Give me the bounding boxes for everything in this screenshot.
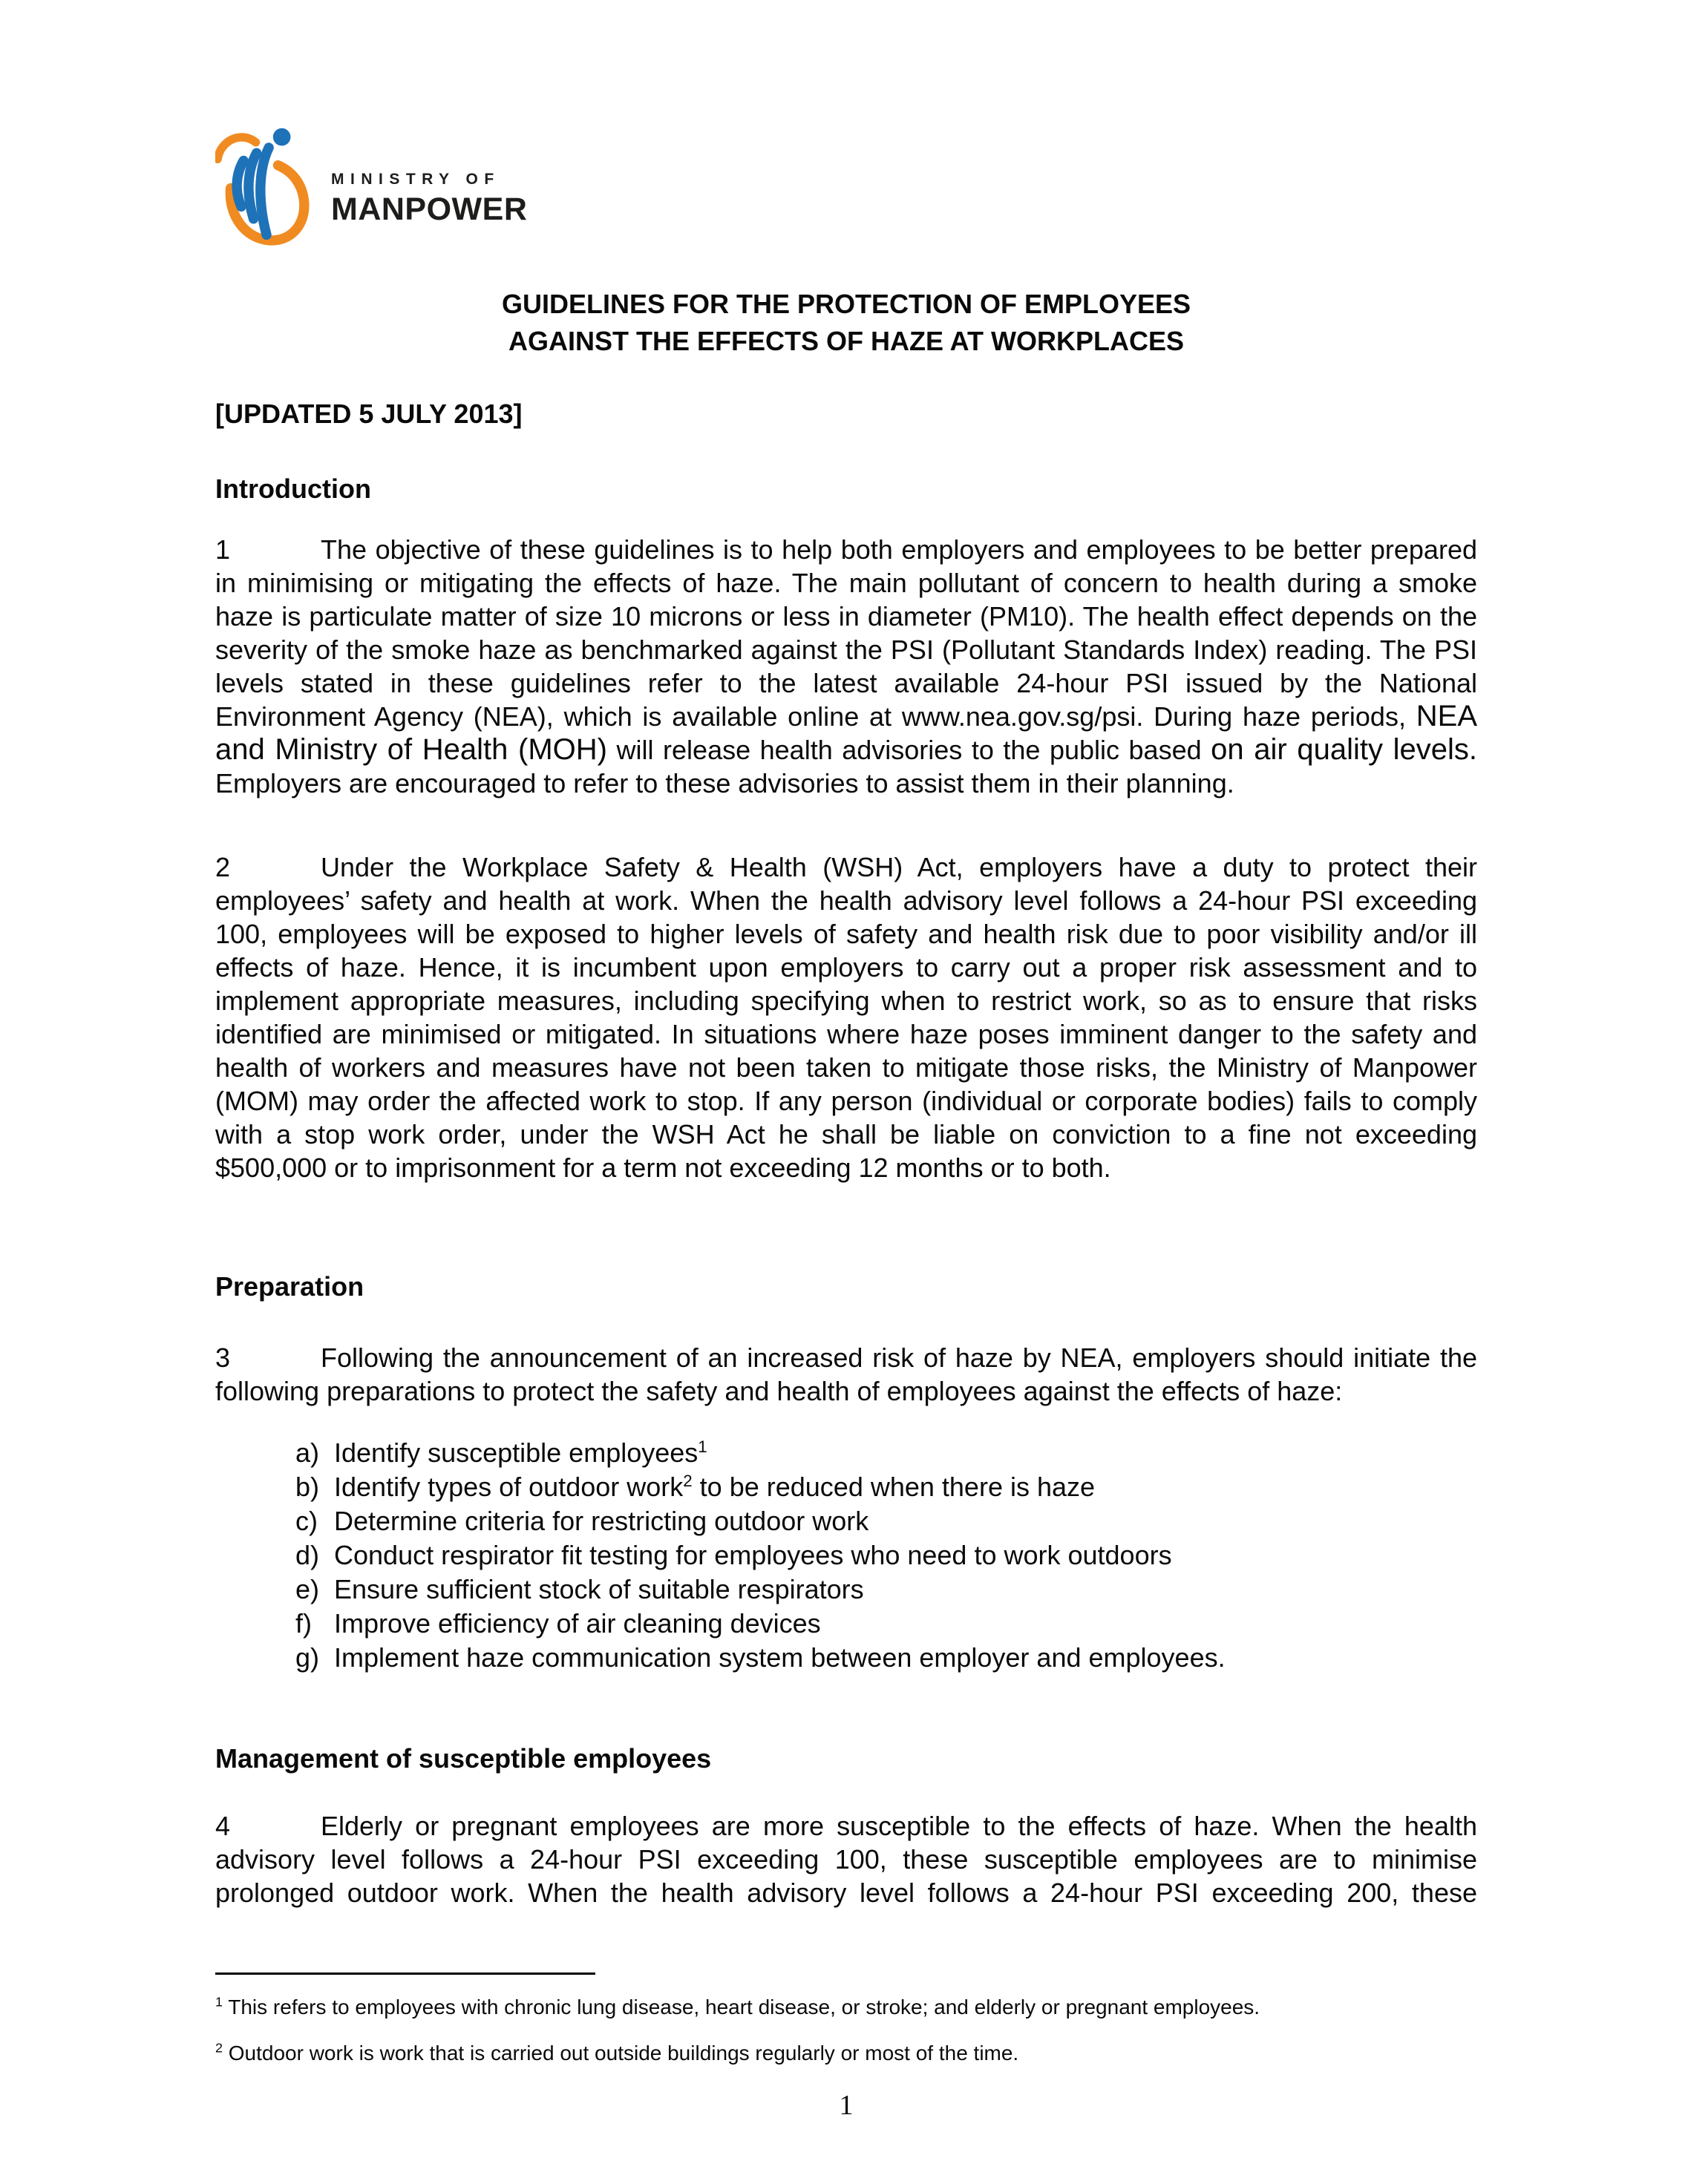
list-item-text: to be reduced when there is haze [692,1472,1096,1502]
preparation-heading: Preparation [215,1271,364,1302]
list-item-label: e) [295,1574,320,1604]
list-item-label: c) [295,1506,318,1536]
list-item [215,1436,1477,1470]
list-item-label: b) [295,1472,320,1502]
list-item [215,1538,1477,1573]
logo-wordmark [331,122,527,226]
logo-manpower: MANPOWER [331,191,528,227]
list-item-label: a) [295,1437,320,1468]
list-item [215,1607,1477,1641]
page-number: 1 [839,2090,854,2121]
list-item-text: Implement haze communication system between employer and employees. [334,1642,1226,1673]
footnote-separator [215,1973,595,1975]
list-item [215,1641,1477,1675]
list-item-text: Ensure sufficient stock of suitable respirators [334,1574,864,1604]
list-item-text: Identify susceptible employees [334,1437,699,1468]
mom-logo [215,122,1477,249]
list-item-label: f) [295,1608,312,1639]
paragraph-1-text: Employers are encouraged to refer to these advisories to assist them in their planning. [215,768,1234,798]
logo-person-icon [237,128,290,235]
paragraph-1-number: 1 [215,534,231,565]
paragraph-1-text: The objective of these guidelines is to help both employers and employees to be better prepared in minimising or mitigating the effects of haze. The main pollutant of concern to health during a smoke haze is particulate matter of size 10 microns or less in diameter (PM10). The health effect depends on the severity of the smoke haze as benchmarked against the PSI (Pollutant Standards Index) reading. The PSI levels stated in these guidelines refer to the latest available 24-hour PSI issued by the National Environment Agency (NEA), which is available online at www.nea.gov.sg/psi. During haze periods, [215,534,1477,732]
footnote-2-text: Outdoor work is work that is carried out outside buildings regularly or most of the time. [228,2042,1019,2065]
paragraph-1-text-emphasis: NEA and Ministry of Health (MOH) [215,700,1477,766]
paragraph-4-text: Elderly or pregnant employees are more susceptible to the effects of haze. When the health advisory level follows a 24-hour PSI exceeding 100, these susceptible employees are to minimise prolonged outdoor work. When the health advisory level follows a 24-hour PSI exceeding 200, these [215,1811,1477,1908]
footnote-ref-2: 2 [683,1472,693,1490]
list-item-text: Identify types of outdoor work [334,1472,684,1502]
paragraph-4-number: 4 [215,1811,231,1841]
footnote-ref-1: 1 [698,1437,707,1456]
paragraph-4 [215,1809,1477,1909]
paragraph-1-text: will release health advisories to the public based [607,735,1211,765]
logo-ministry-of: MINISTRY OF [331,171,500,188]
document-title-line1: GUIDELINES FOR THE PROTECTION OF EMPLOYEES [501,289,1191,319]
document-title-line2: AGAINST THE EFFECTS OF HAZE AT WORKPLACES [508,326,1184,356]
list-item [215,1504,1477,1538]
paragraph-1-text-emphasis: on air quality levels. [1211,733,1477,766]
footnote-1 [215,1994,1477,2021]
paragraph-3 [215,1341,1477,1408]
document-title [215,286,1477,360]
updated-date: [UPDATED 5 JULY 2013] [215,399,523,429]
footnote-2-marker: 2 [215,2040,223,2056]
introduction-heading: Introduction [215,473,371,504]
list-item-label: g) [295,1642,320,1673]
footnote-1-text: This refers to employees with chronic lung disease, heart disease, or stroke; and elderly or pregnant employees. [228,1996,1260,2019]
paragraph-2-text: Under the Workplace Safety & Health (WSH) Act, employers have a duty to protect their employees’ safety and health at work. When the health advisory level follows a 24-hour PSI exceeding 100, employees will be exposed to higher levels of safety and health risk due to poor visibility and/or ill effects of haze. Hence, it is incumbent upon employers to carry out a proper risk assessment and to implement appropriate measures, including specifying when to restrict work, so as to ensure that risks identified are minimised or mitigated. In situations where haze poses imminent danger to the safety and health of workers and measures have not been taken to mitigate those risks, the Ministry of Manpower (MOM) may order the affected work to stop. If any person (individual or corporate bodies) fails to comply with a stop work order, under the WSH Act he shall be liable on conviction to a fine not exceeding $500,000 or to imprisonment for a term not exceeding 12 months or to both. [215,852,1477,1183]
paragraph-3-text: Following the announcement of an increased risk of haze by NEA, employers should initiate the following preparations to protect the safety and health of employees against the effects of haze: [215,1342,1477,1406]
preparation-list [215,1436,1477,1675]
paragraph-1 [215,533,1477,800]
management-heading: Management of susceptible employees [215,1743,712,1774]
list-item-text: Conduct respirator fit testing for employees who need to work outdoors [334,1540,1172,1570]
paragraph-3-number: 3 [215,1342,231,1373]
footnote-2 [215,2040,1477,2067]
footnote-1-marker: 1 [215,1994,223,2010]
logo-mark [215,122,316,249]
list-item-text: Improve efficiency of air cleaning devices [334,1608,821,1639]
list-item [215,1470,1477,1504]
list-item-text: Determine criteria for restricting outdoor work [334,1506,869,1536]
paragraph-2 [215,850,1477,1184]
list-item [215,1573,1477,1607]
list-item-label: d) [295,1540,320,1570]
paragraph-2-number: 2 [215,852,231,882]
